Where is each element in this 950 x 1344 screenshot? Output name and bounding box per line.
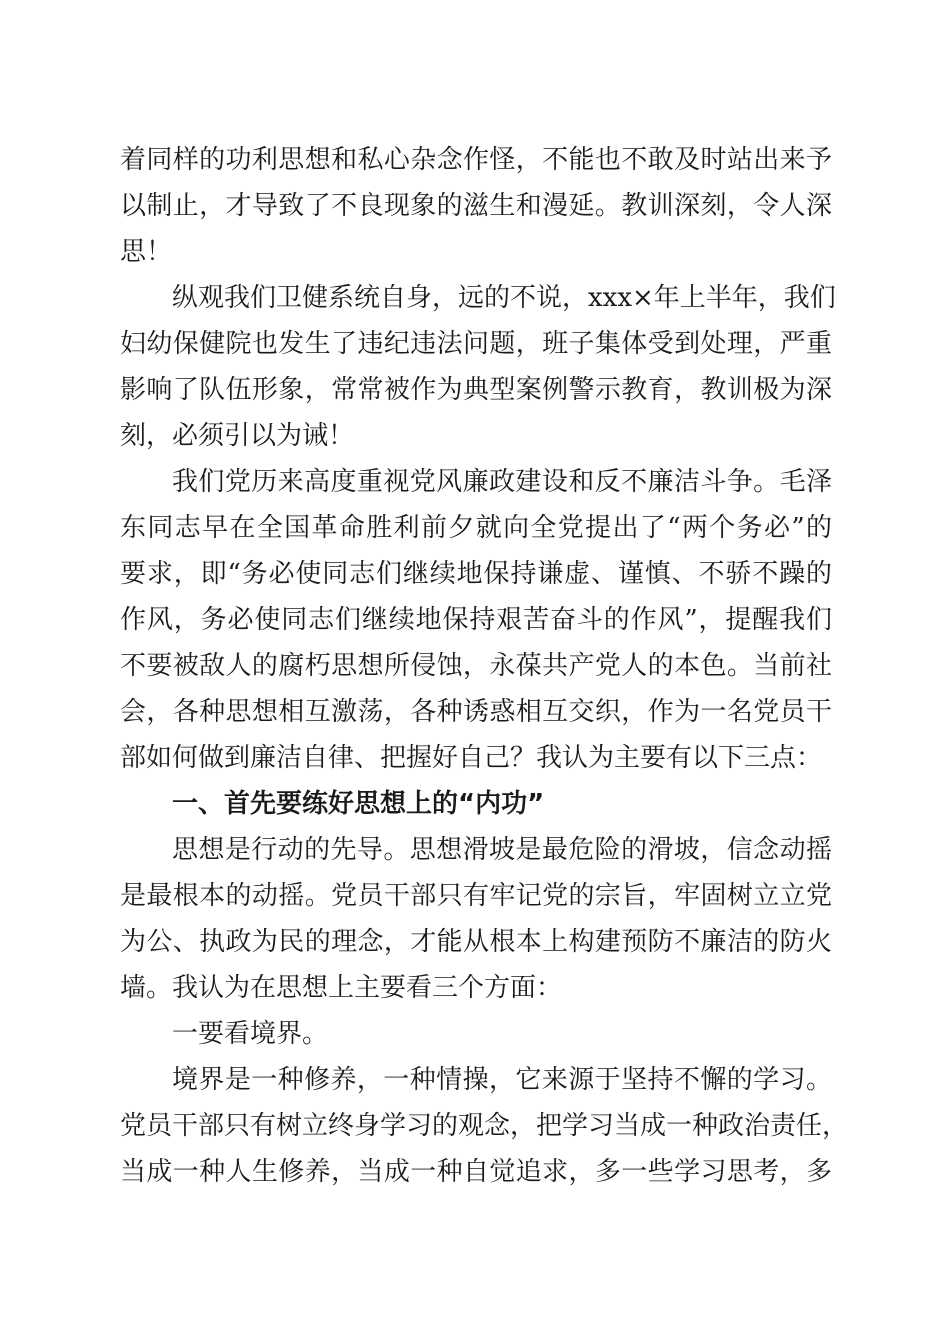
text-line: 刻，必须引以为诫！ [120,421,355,451]
text-line: 东同志早在全国革命胜利前夕就向全党提出了“两个务必”的 [120,513,832,543]
text-line: 会，各种思想相互激荡，各种诱惑相互交织，作为一名党员干 [120,697,832,727]
text-line: 作风，务必使同志们继续地保持艰苦奋斗的作风”，提醒我们 [120,605,832,635]
text-line: 着同样的功利思想和私心杂念作怪，不能也不敢及时站出来予 [120,145,832,175]
document-body [120,137,849,1195]
text-line: 当成一种人生修养，当成一种自觉追求，多一些学习思考，多 [120,1157,832,1187]
text-line: 为公、执政为民的理念，才能从根本上构建预防不廉洁的防火 [120,927,832,957]
text-line: 以制止，才导致了不良现象的滋生和漫延。教训深刻，令人深 [120,191,832,221]
subheading-line: 一要看境界。 [172,1019,329,1049]
text-line: 不要被敌人的腐朽思想所侵蚀，永葆共产党人的本色。当前社 [120,651,832,681]
text-line: 思想是行动的先导。思想滑坡是最危险的滑坡，信念动摇 [172,835,832,865]
text-line: 妇幼保健院也发生了违纪违法问题，班子集体受到处理，严重 [120,329,832,359]
text-line: 我们党历来高度重视党风廉政建设和反不廉洁斗争。毛泽 [172,467,832,497]
text-line: 要求，即“务必使同志们继续地保持谦虚、谨慎、不骄不躁的 [120,559,832,589]
text-line: 部如何做到廉洁自律、把握好自己？我认为主要有以下三点： [120,743,823,773]
text-line: 墙。我认为在思想上主要看三个方面： [120,973,563,1003]
text-line: 纵观我们卫健系统自身，远的不说，xxx×年上半年，我们 [172,283,836,313]
text-line: 影响了队伍形象，常常被作为典型案例警示教育，教训极为深 [120,375,832,405]
text-line: 境界是一种修养，一种情操，它来源于坚持不懈的学习。 [172,1065,832,1095]
text-line: 是最根本的动摇。党员干部只有牢记党的宗旨，牢固树立立党 [120,881,832,911]
text-line: 思！ [120,237,173,267]
section-heading: 一、首先要练好思想上的“内功” [172,789,545,819]
text-line: 党员干部只有树立终身学习的观念，把学习当成一种政治责任， [120,1111,849,1141]
